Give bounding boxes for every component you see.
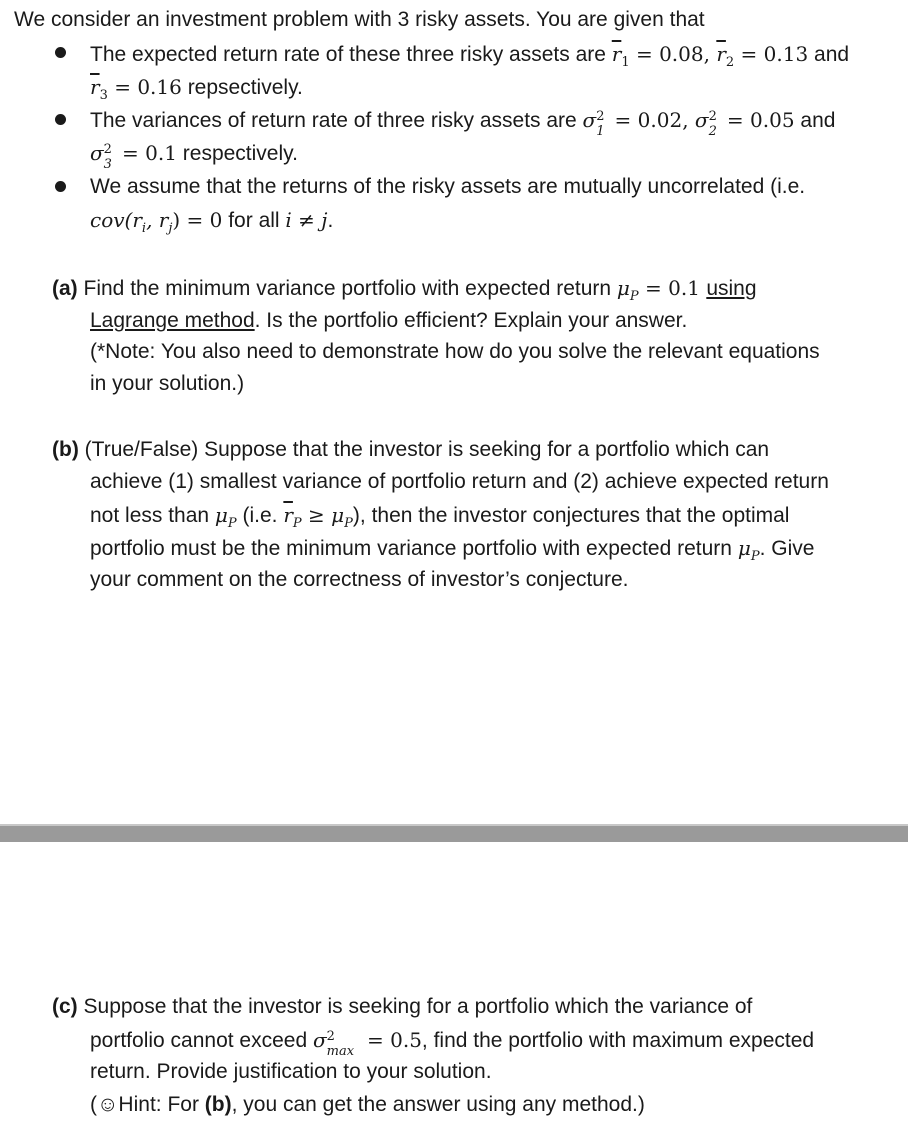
part-b-text-1: (True/False) Suppose that the investor is seeking for a portfolio which can xyxy=(78,438,770,461)
hint-text-post: , you can get the answer using any method.) xyxy=(231,1093,645,1116)
cov-j-subscript: j xyxy=(168,221,173,236)
part-c-line-2 xyxy=(90,1026,815,1059)
sigma2-symbol: σ xyxy=(694,108,709,132)
sigma1-superscript: 2 xyxy=(596,109,605,124)
r1-subscript: 1 xyxy=(621,55,630,70)
part-a-label: (a) xyxy=(52,277,78,300)
r1-symbol: $\overline{r}$ xyxy=(611,42,622,66)
sigma1-value: = 0.02, xyxy=(608,108,695,132)
part-b-line-3 xyxy=(90,501,789,538)
cov-comma: , xyxy=(146,208,159,232)
cov-equals-zero: ) = 0 xyxy=(172,208,223,232)
part-a-question: . Is the portfolio efficient? Explain your answer. xyxy=(254,309,688,332)
sigma-max-subscript: max xyxy=(326,1044,355,1059)
i-neq-j: i ≠ j xyxy=(285,208,328,232)
bullet-2-tail: respectively. xyxy=(176,142,298,165)
bullet-1-and: and xyxy=(808,43,850,66)
sigma-max-superscript: 2 xyxy=(326,1029,335,1044)
part-c-text-2a: portfolio cannot exceed xyxy=(90,1029,313,1052)
sigma1-subscript: 1 xyxy=(596,124,605,139)
mu-symbol: μ xyxy=(214,503,228,527)
sigma-max-symbol: σ xyxy=(312,1028,327,1052)
mu-subscript: P xyxy=(750,549,760,564)
part-c-text-1: Suppose that the investor is seeking for a portfolio which the variance of xyxy=(77,995,753,1018)
cov-i-subscript: i xyxy=(141,221,147,236)
part-c-line-3: return. Provide justification to your solution. xyxy=(90,1060,492,1083)
bullet-3-period: . xyxy=(327,209,334,232)
part-b-text-3a: not less than xyxy=(90,504,215,527)
mu-symbol: μ xyxy=(331,503,345,527)
hint-text-pre: (☺Hint: For xyxy=(90,1093,205,1116)
part-b-text-3b: (i.e. xyxy=(236,504,284,527)
bullet-1-line-1 xyxy=(90,40,849,77)
bullet-marker xyxy=(55,181,66,192)
part-c-label: (c) xyxy=(52,995,78,1018)
r3-value: = 0.16 xyxy=(107,75,182,99)
r2-value: = 0.13 xyxy=(734,42,809,66)
bullet-2-text: The variances of return rate of three risky assets are xyxy=(90,109,583,132)
mu-value: = 0.1 xyxy=(638,276,707,300)
part-b-text-4b: . Give xyxy=(759,537,815,560)
sigma3-value: = 0.1 xyxy=(115,141,177,165)
rp-symbol: $\overline{r}$ xyxy=(283,503,293,527)
sigma-max-value: = 0.5 xyxy=(360,1028,422,1052)
cov-r-symbol: r xyxy=(158,208,169,232)
part-a-line-1 xyxy=(52,274,757,311)
page-divider xyxy=(0,824,908,842)
r2-symbol: $\overline{r}$ xyxy=(716,42,726,66)
bullet-1-text: The expected return rate of these three risky assets are xyxy=(90,43,612,66)
lagrange-method-text: Lagrange method xyxy=(90,309,255,332)
part-a-line-2 xyxy=(90,307,687,335)
bullet-1-tail: repsectively. xyxy=(181,76,303,99)
bullet-3-line-2 xyxy=(90,206,333,243)
part-a-note-line-1: (*Note: You also need to demonstrate how do you solve the relevant equations xyxy=(90,340,820,363)
mu-subscript: P xyxy=(227,516,237,531)
part-a-note-line-2: in your solution.) xyxy=(90,372,245,395)
intro-text: We consider an investment problem with 3 risky assets. You are given that xyxy=(14,8,705,31)
mu-symbol: μ xyxy=(737,536,751,560)
mu-subscript: P xyxy=(629,289,639,304)
part-c-text-2b: , find the portfolio with maximum expected xyxy=(421,1029,815,1052)
part-b-line-1 xyxy=(52,436,769,464)
bullet-3-line-1: We assume that the returns of the risky assets are mutually uncorrelated (i.e. xyxy=(90,175,806,198)
sigma2-subscript: 2 xyxy=(708,124,717,139)
part-b-line-2: achieve (1) smallest variance of portfolio return and (2) achieve expected return xyxy=(90,470,829,493)
using-link: using xyxy=(706,277,757,300)
geq-sign: ≥ xyxy=(301,503,332,527)
sigma3-subscript: 3 xyxy=(103,157,112,172)
bullet-marker xyxy=(55,114,66,125)
sigma3-symbol: σ xyxy=(90,141,104,165)
hint-bold-ref: (b) xyxy=(204,1093,232,1116)
part-b-text-3c: ), then the investor conjectures that the optimal xyxy=(352,504,790,527)
bullet-2-line-2 xyxy=(90,139,298,172)
bullet-3-tail: for all xyxy=(222,209,286,232)
part-b-text-4a: portfolio must be the minimum variance portfolio with expected return xyxy=(90,537,738,560)
cov-expression: cov(r xyxy=(90,208,142,232)
bullet-1-line-2 xyxy=(90,73,303,110)
sigma2-superscript: 2 xyxy=(708,109,717,124)
sigma2-value: = 0.05 xyxy=(720,108,795,132)
part-c-line-1 xyxy=(52,993,752,1021)
part-b-label: (b) xyxy=(52,438,79,461)
part-c-hint xyxy=(90,1091,645,1119)
r3-symbol: $\overline{r}$ xyxy=(90,75,100,99)
mu-subscript: P xyxy=(344,516,353,531)
bullet-2-line-1 xyxy=(90,106,836,139)
r3-subscript: 3 xyxy=(99,88,108,103)
part-a-text: Find the minimum variance portfolio with expected return xyxy=(77,277,617,300)
bullet-2-and: and xyxy=(794,109,836,132)
sigma1-symbol: σ xyxy=(582,108,597,132)
r1-value: = 0.08, xyxy=(629,42,717,66)
rp-subscript: P xyxy=(292,516,302,531)
part-b-line-5: your comment on the correctness of investor’s conjecture. xyxy=(90,568,629,591)
bullet-marker xyxy=(55,47,66,58)
r2-subscript: 2 xyxy=(725,55,735,70)
sigma3-superscript: 2 xyxy=(103,142,112,157)
mu-symbol: μ xyxy=(616,276,630,300)
